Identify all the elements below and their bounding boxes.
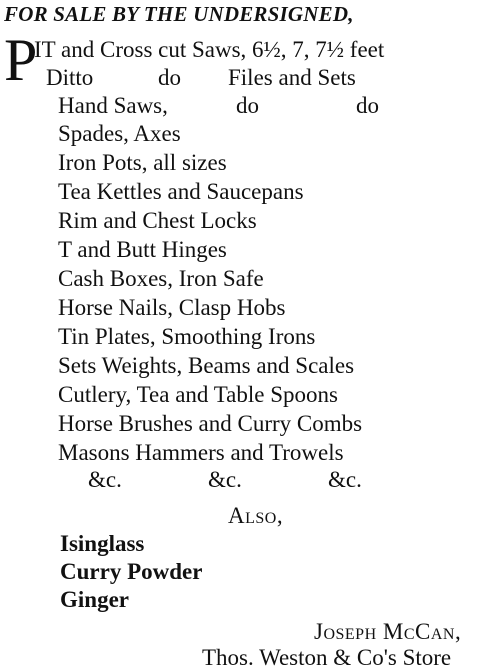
list-item: Cutlery, Tea and Table Spoons <box>58 382 338 407</box>
signature-store: Thos. Weston & Co's Store <box>202 645 452 670</box>
hand-saws-do-1: do <box>236 93 259 118</box>
ditto-do: do <box>158 65 181 90</box>
list-item: Rim and Chest Locks <box>58 208 257 233</box>
also-label: Also, <box>228 503 284 528</box>
signature-name: Joseph McCan, <box>314 619 462 644</box>
hand-saws-item: Hand Saws, <box>58 93 168 118</box>
first-line: IT and Cross cut Saws, 6½, 7, 7½ feet <box>34 37 385 62</box>
list-item: T and Butt Hinges <box>58 237 227 262</box>
list-item: Horse Brushes and Curry Combs <box>58 411 363 436</box>
list-item: Horse Nails, Clasp Hobs <box>58 295 286 320</box>
etc-1: &c. <box>88 467 122 492</box>
etc-3: &c. <box>328 467 362 492</box>
ditto-rest: Files and Sets <box>228 65 356 90</box>
also-item: Ginger <box>60 587 129 612</box>
list-item: Tea Kettles and Saucepans <box>58 179 304 204</box>
list-item: Sets Weights, Beams and Scales <box>58 353 355 378</box>
list-item: Cash Boxes, Iron Safe <box>58 266 264 291</box>
list-item: Tin Plates, Smoothing Irons <box>58 324 316 349</box>
list-item: Masons Hammers and Trowels <box>58 440 344 465</box>
heading: FOR SALE BY THE UNDERSIGNED, <box>4 2 354 26</box>
ditto-item: Ditto <box>46 65 94 90</box>
etc-2: &c. <box>208 467 242 492</box>
drop-cap: P <box>4 27 38 93</box>
hand-saws-do-2: do <box>356 93 379 118</box>
list-item: Iron Pots, all sizes <box>58 150 227 175</box>
list-item: Spades, Axes <box>58 121 181 146</box>
also-item: Isinglass <box>60 531 145 556</box>
also-item: Curry Powder <box>60 559 203 584</box>
